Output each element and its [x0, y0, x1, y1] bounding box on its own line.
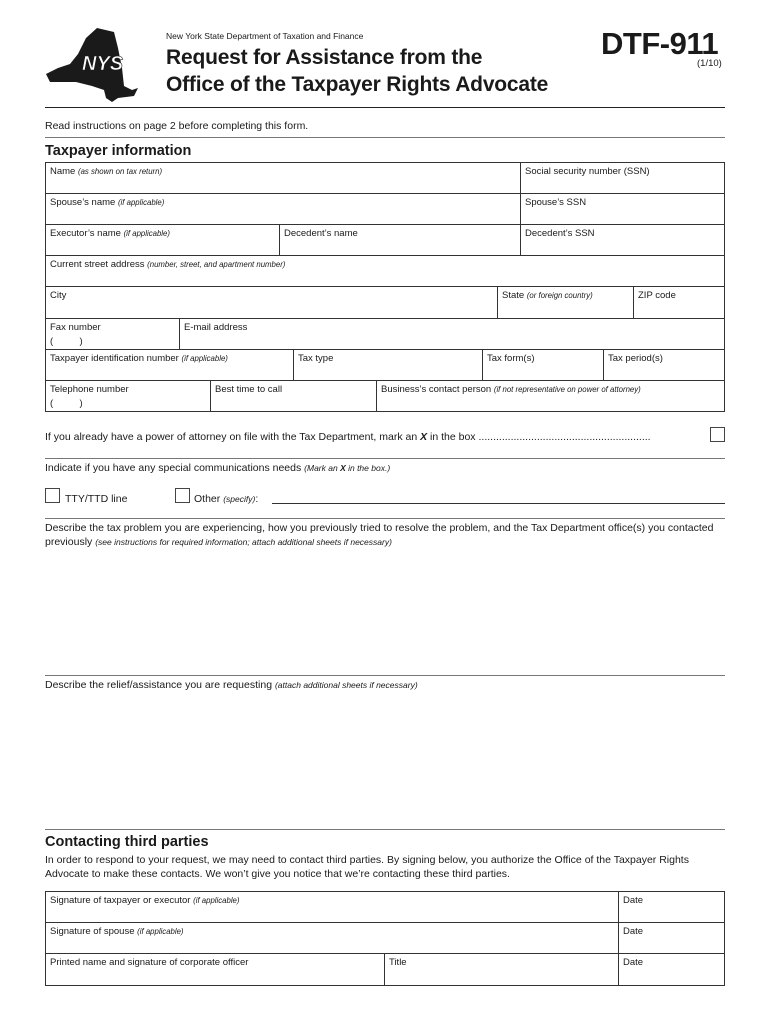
form-number: DTF-911	[601, 26, 719, 61]
poa-divider	[45, 458, 725, 459]
poa-question: If you already have a power of attorney on file with the Tax Department, mark an X in the box ...........................................................	[45, 431, 651, 443]
problem-description-prompt: Describe the tax problem you are experiencing, how you previously tried to resolve the problem, and the Tax Department office(s) you contacted previously (see instructions for required information; attach additional sheets if necessary)	[45, 522, 714, 548]
instructions-note: Read instructions on page 2 before completing this form.	[45, 120, 309, 132]
form-title-line-2: Office of the Taxpayer Rights Advocate	[166, 73, 549, 96]
state-field[interactable]	[497, 286, 634, 319]
tax-periods-field[interactable]	[603, 349, 725, 381]
contact-person-label: Business’s contact person (if not representative on power of attorney)	[381, 384, 641, 395]
city-field[interactable]	[45, 286, 498, 319]
city-label: City	[50, 290, 67, 301]
taxpayer-signature-field[interactable]	[45, 891, 619, 923]
officer-title-label: Title	[389, 957, 407, 968]
telephone-field[interactable]	[45, 380, 211, 412]
problem-divider	[45, 518, 725, 519]
street-address-label: Current street address (number, street, and apartment number)	[50, 259, 286, 270]
ssn-field[interactable]	[520, 162, 725, 194]
officer-signature-date-field[interactable]	[618, 953, 725, 986]
spouse-name-label: Spouse’s name (if applicable)	[50, 197, 165, 208]
executor-name-field[interactable]	[45, 224, 280, 256]
zip-field[interactable]	[633, 286, 725, 319]
tin-field[interactable]	[45, 349, 294, 381]
decedent-ssn-label: Decedent’s SSN	[525, 228, 595, 239]
tin-label: Taxpayer identification number (if applicable)	[50, 353, 228, 364]
zip-label: ZIP code	[638, 290, 676, 301]
header-divider	[45, 107, 725, 108]
contact-person-field[interactable]	[376, 380, 725, 412]
spouse-date-label: Date	[623, 926, 644, 937]
fax-field[interactable]	[45, 318, 180, 350]
tax-forms-field[interactable]	[482, 349, 604, 381]
form-revision: (1/10)	[697, 58, 722, 69]
officer-signature-field[interactable]	[45, 953, 385, 986]
taxpayer-section-heading: Taxpayer information	[45, 143, 192, 159]
tax-type-field[interactable]	[293, 349, 483, 381]
spouse-signature-label: Signature of spouse (if applicable)	[50, 926, 184, 937]
third-parties-heading: Contacting third parties	[45, 834, 209, 850]
tty-checkbox[interactable]	[45, 488, 60, 503]
ssn-label: Social security number (SSN)	[525, 166, 650, 177]
poa-checkbox[interactable]	[710, 427, 725, 442]
taxpayer-signature-label: Signature of taxpayer or executor (if applicable)	[50, 895, 240, 906]
special-needs-question: Indicate if you have any special communications needs (Mark an X in the box.)	[45, 462, 391, 474]
decedent-ssn-field[interactable]	[520, 224, 725, 256]
officer-date-label: Date	[623, 957, 644, 968]
best-time-field[interactable]	[210, 380, 377, 412]
spouse-signature-date-field[interactable]	[618, 922, 725, 954]
form-title	[166, 44, 548, 98]
email-label: E-mail address	[184, 322, 248, 333]
email-field[interactable]	[179, 318, 725, 350]
officer-title-field[interactable]	[384, 953, 619, 986]
agency-name: New York State Department of Taxation and Finance	[166, 31, 364, 41]
relief-description-area[interactable]	[45, 695, 725, 825]
officer-signature-label: Printed name and signature of corporate officer	[50, 957, 249, 968]
fax-label: Fax number	[50, 322, 101, 333]
logo-text: NYS	[82, 53, 124, 75]
decedent-name-field[interactable]	[279, 224, 521, 256]
tax-type-label: Tax type	[298, 353, 334, 364]
form-title-line-1: Request for Assistance from the	[166, 46, 483, 69]
spouse-ssn-label: Spouse’s SSN	[525, 197, 587, 208]
decedent-name-label: Decedent’s name	[284, 228, 358, 239]
name-field[interactable]	[45, 162, 521, 194]
state-label: State (or foreign country)	[502, 290, 593, 301]
other-specify-input[interactable]	[272, 503, 725, 504]
nys-logo	[42, 28, 142, 102]
third-parties-body: In order to respond to your request, we may need to contact third parties. By signing below, you authorize the Office of the Taxpayer Rights Advocate to make these contacts. We won’t give you notice that we’re contacting these third parties.	[45, 854, 689, 880]
executor-name-label: Executor’s name (if applicable)	[50, 228, 170, 239]
tax-periods-label: Tax period(s)	[608, 353, 663, 364]
name-label: Name (as shown on tax return)	[50, 166, 163, 177]
third-parties-divider	[45, 829, 725, 830]
tax-forms-label: Tax form(s)	[487, 353, 535, 364]
spouse-name-field[interactable]	[45, 193, 521, 225]
street-address-field[interactable]	[45, 255, 725, 287]
relief-description-prompt: Describe the relief/assistance you are requesting (attach additional sheets if necessary)	[45, 679, 418, 691]
instructions-divider	[45, 137, 725, 138]
spouse-ssn-field[interactable]	[520, 193, 725, 225]
telephone-area-code: ( )	[50, 398, 83, 409]
other-checkbox[interactable]	[175, 488, 190, 503]
best-time-label: Best time to call	[215, 384, 283, 395]
taxpayer-date-label: Date	[623, 895, 644, 906]
taxpayer-signature-date-field[interactable]	[618, 891, 725, 923]
tty-label: TTY/TTD line	[65, 493, 128, 505]
problem-description-area[interactable]	[45, 552, 725, 672]
telephone-label: Telephone number	[50, 384, 129, 395]
other-label: Other (specify):	[194, 493, 259, 505]
fax-area-code: ( )	[50, 336, 83, 347]
spouse-signature-field[interactable]	[45, 922, 619, 954]
relief-divider	[45, 675, 725, 676]
